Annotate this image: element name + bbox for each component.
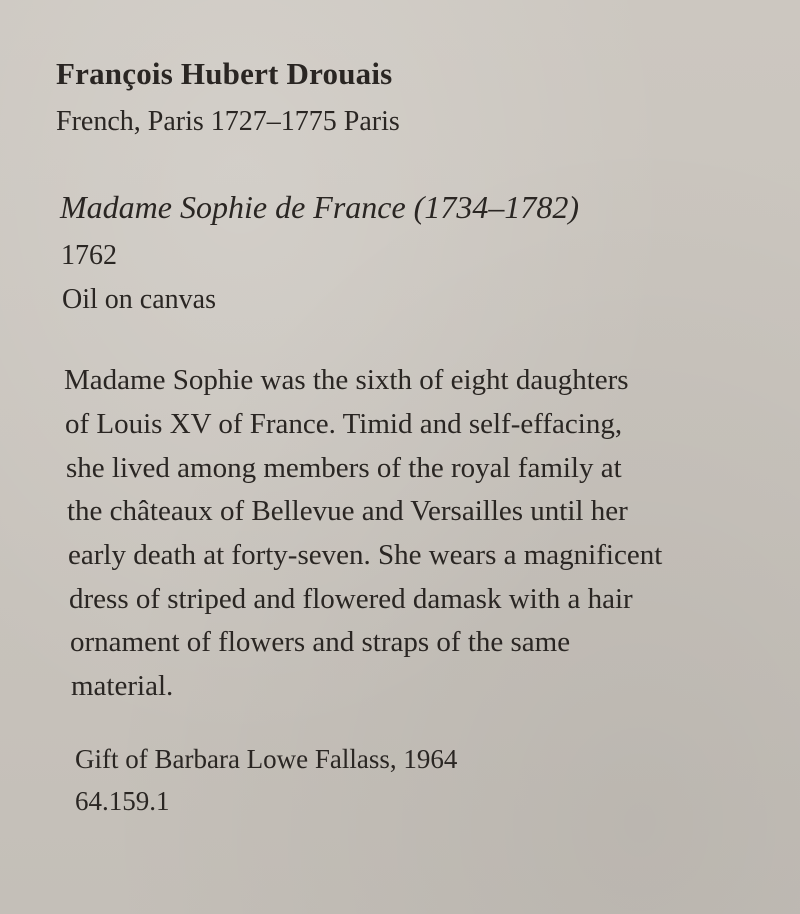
accession-number: 64.159.1 bbox=[75, 786, 170, 816]
description-line: of Louis XV of France. Timid and self-effacing, bbox=[65, 408, 623, 440]
description-line: the châteaux of Bellevue and Versailles until her bbox=[67, 495, 628, 527]
artist-nationality-dates: French, Paris 1727–1775 Paris bbox=[56, 106, 400, 137]
description-line: ornament of flowers and straps of the same bbox=[70, 626, 571, 658]
description-line: dress of striped and flowered damask with a hair bbox=[69, 583, 633, 615]
artist-name: François Hubert Drouais bbox=[56, 56, 393, 91]
artwork-title: Madame Sophie de France (1734–1782) bbox=[60, 189, 579, 225]
artwork-date: 1762 bbox=[61, 240, 117, 271]
description-line: she lived among members of the royal family at bbox=[66, 452, 622, 484]
artwork-medium: Oil on canvas bbox=[62, 284, 216, 315]
credit-line: Gift of Barbara Lowe Fallass, 1964 bbox=[75, 744, 458, 774]
description-line: early death at forty-seven. She wears a magnificent bbox=[68, 539, 663, 571]
description-line: material. bbox=[71, 670, 174, 702]
description-line: Madame Sophie was the sixth of eight daughters bbox=[64, 364, 629, 396]
